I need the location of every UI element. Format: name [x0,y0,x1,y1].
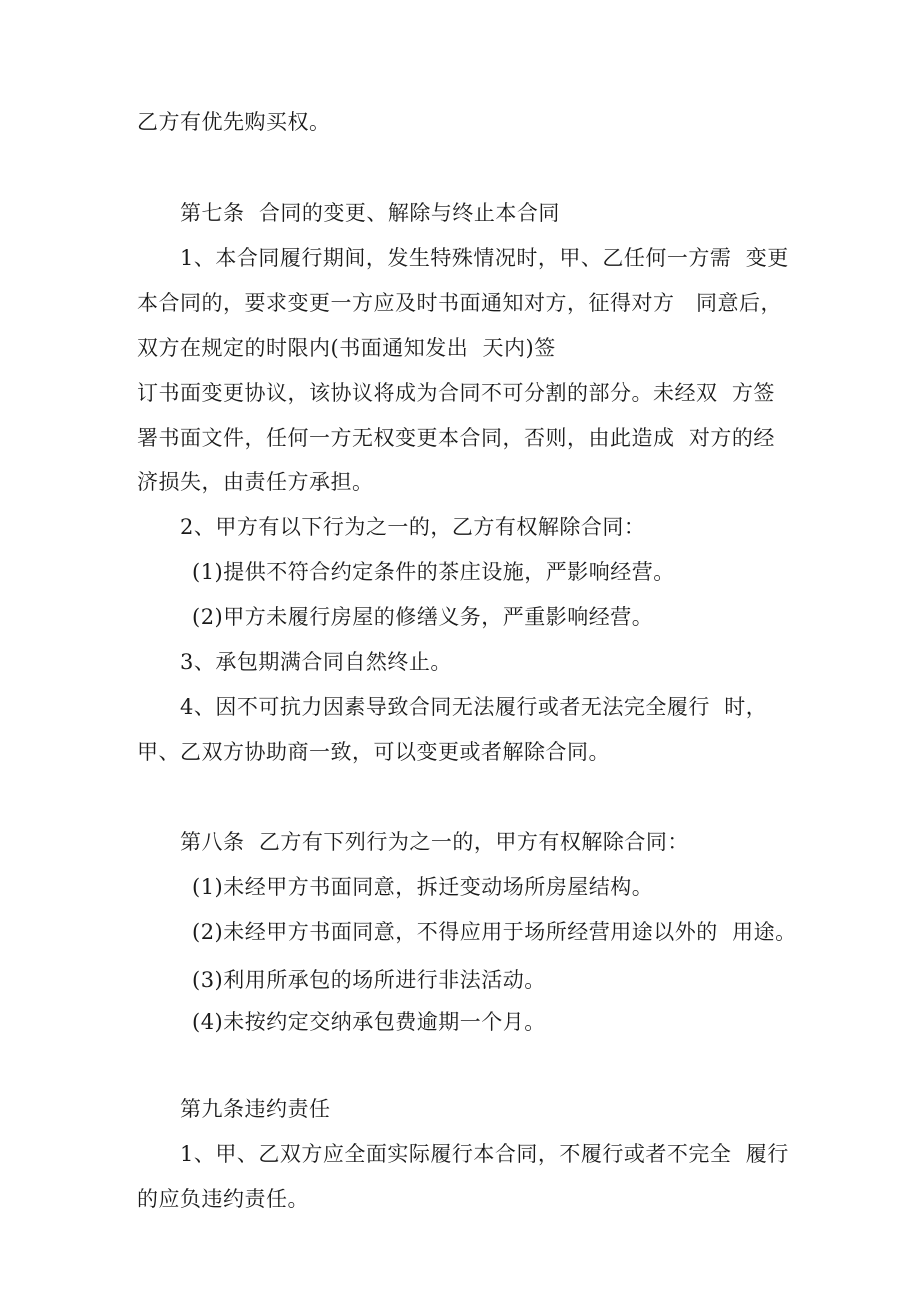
paragraph-line: 本合同的，要求变更一方应及时书面通知对方，征得对方 同意后， [137,291,783,315]
paragraph-line: 乙方有优先购买权。 [137,110,331,134]
list-item: (2)甲方未履行房屋的修缮义务，严重影响经营。 [192,605,654,629]
list-item: (1)未经甲方书面同意，拆迁变动场所房屋结构。 [192,875,654,899]
list-item: (3)利用所承包的场所进行非法活动。 [192,968,546,992]
paragraph-line: 4、因不可抗力因素导致合同无法履行或者无法完全履行 时， [180,695,768,719]
paragraph-line: 2、甲方有以下行为之一的，乙方有权解除合同： [180,515,646,539]
paragraph-line: 订书面变更协议，该协议将成为合同不可分割的部分。未经双 方签 [137,381,775,405]
article-heading: 第七条 合同的变更、解除与终止本合同 [180,201,560,225]
list-item: (4)未按约定交纳承包费逾期一个月。 [192,1010,546,1034]
article-heading: 第八条 乙方有下列行为之一的，甲方有权解除合同： [180,830,689,854]
paragraph-line: 1、甲、乙双方应全面实际履行本合同，不履行或者不完全 履行 [180,1142,789,1166]
list-item: (2)未经甲方书面同意，不得应用于场所经营用途以外的 用途。 [192,920,797,944]
paragraph-line: 1、本合同履行期间，发生特殊情况时，甲、乙任何一方需 变更 [180,246,789,270]
paragraph-line: 的应负违约责任。 [137,1187,309,1211]
paragraph-line: 双方在规定的时限内(书面通知发出 天内)签 [137,336,556,360]
list-item: (1)提供不符合约定条件的茶庄设施，严影响经营。 [192,560,675,584]
paragraph-line: 济损失，由责任方承担。 [137,470,374,494]
paragraph-line: 署书面文件，任何一方无权变更本合同，否则，由此造成 对方的经 [137,426,775,450]
paragraph-line: 甲、乙双方协助商一致，可以变更或者解除合同。 [137,740,610,764]
paragraph-line: 3、承包期满合同自然终止。 [180,650,452,674]
article-heading: 第九条违约责任 [180,1097,331,1121]
